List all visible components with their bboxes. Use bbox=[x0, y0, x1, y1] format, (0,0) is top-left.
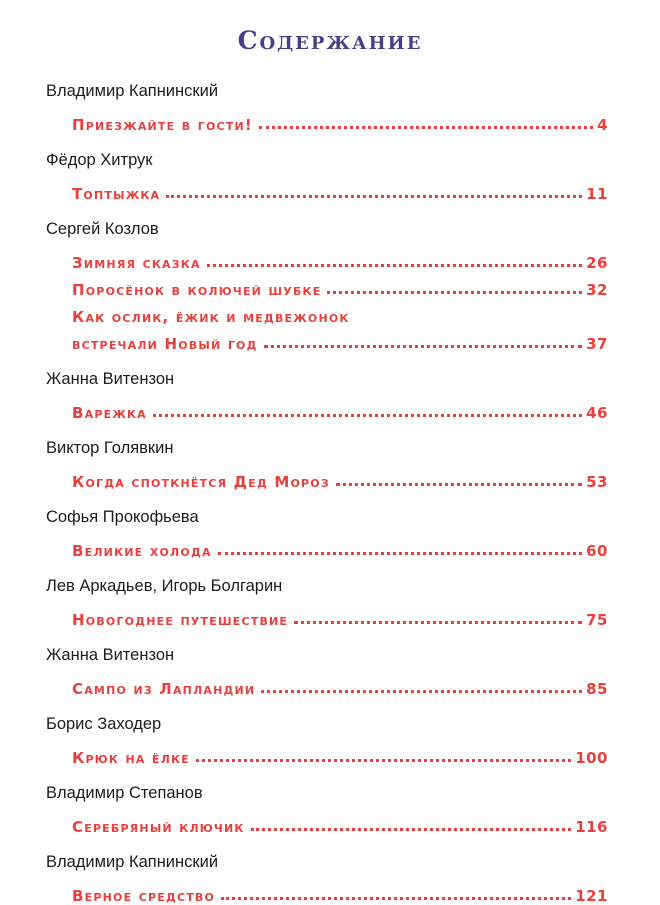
dot-leader bbox=[207, 264, 582, 267]
page-number: 85 bbox=[586, 680, 608, 698]
story-title: Зимняя сказка bbox=[72, 254, 201, 272]
author-name: Лев Аркадьев, Игорь Болгарин bbox=[46, 577, 283, 595]
author-name: Софья Прокофьева bbox=[46, 508, 199, 526]
page-number: 32 bbox=[586, 281, 608, 299]
story-title: Как ослик, ёжик и медвежонок bbox=[72, 308, 350, 326]
story-title: Крюк на ёлке bbox=[72, 749, 190, 767]
toc-entry[interactable] bbox=[72, 304, 608, 326]
author-name: Фёдор Хитрук bbox=[46, 151, 153, 169]
page-number: 121 bbox=[575, 887, 608, 905]
toc-entry[interactable] bbox=[72, 538, 608, 560]
page-number: 53 bbox=[586, 473, 608, 491]
story-title: Поросёнок в колючей шубке bbox=[72, 281, 322, 299]
page-title: Содержание bbox=[237, 26, 423, 55]
dot-leader bbox=[153, 414, 582, 417]
dot-leader bbox=[196, 759, 571, 762]
page-number: 11 bbox=[586, 185, 608, 203]
toc-entry[interactable] bbox=[72, 883, 608, 905]
author-name: Владимир Капнинский bbox=[46, 82, 219, 100]
dot-leader bbox=[336, 483, 582, 486]
toc-entry[interactable] bbox=[72, 676, 608, 698]
author-name: Владимир Степанов bbox=[46, 784, 203, 802]
story-title: Верное средство bbox=[72, 887, 216, 905]
toc-entry[interactable] bbox=[72, 469, 608, 491]
page-number: 4 bbox=[597, 116, 608, 134]
author-name: Жанна Витензон bbox=[46, 370, 175, 388]
dot-leader bbox=[294, 621, 582, 624]
story-title: Великие холода bbox=[72, 542, 212, 560]
author-name: Жанна Витензон bbox=[46, 646, 175, 664]
story-title: Варежка bbox=[72, 404, 147, 422]
dot-leader bbox=[264, 345, 583, 348]
toc-entry[interactable] bbox=[72, 181, 608, 203]
story-title: Топтыжка bbox=[72, 185, 161, 203]
toc-entry[interactable] bbox=[72, 250, 608, 272]
story-title: Новогоднее путешествие bbox=[72, 611, 289, 629]
page-number: 37 bbox=[586, 335, 608, 353]
dot-leader bbox=[259, 126, 593, 129]
author-name: Борис Заходер bbox=[46, 715, 162, 733]
dot-leader bbox=[251, 828, 572, 831]
author-name: Виктор Голявкин bbox=[46, 439, 174, 457]
toc-entry[interactable] bbox=[72, 400, 608, 422]
story-title: Сампо из Лапландии bbox=[72, 680, 256, 698]
author-name: Владимир Капнинский bbox=[46, 853, 219, 871]
page-number: 60 bbox=[586, 542, 608, 560]
author-name: Сергей Козлов bbox=[46, 220, 159, 238]
story-title: Серебряный ключик bbox=[72, 818, 245, 836]
page-number: 116 bbox=[575, 818, 608, 836]
story-title: Приезжайте в гости! bbox=[72, 116, 253, 134]
toc-entry[interactable] bbox=[72, 331, 608, 353]
story-title: Когда споткнётся Дед Мороз bbox=[72, 473, 330, 491]
dot-leader bbox=[261, 690, 582, 693]
page-number: 75 bbox=[586, 611, 608, 629]
page-number: 26 bbox=[586, 254, 608, 272]
toc-entry[interactable] bbox=[72, 277, 608, 299]
toc-entry[interactable] bbox=[72, 112, 608, 134]
page-number: 46 bbox=[586, 404, 608, 422]
dot-leader bbox=[166, 195, 582, 198]
toc-entry[interactable] bbox=[72, 607, 608, 629]
dot-leader bbox=[327, 291, 582, 294]
dot-leader bbox=[218, 552, 582, 555]
toc-entry[interactable] bbox=[72, 745, 608, 767]
page-number: 100 bbox=[575, 749, 608, 767]
toc-entry[interactable] bbox=[72, 814, 608, 836]
story-title: встречали Новый год bbox=[72, 335, 258, 353]
